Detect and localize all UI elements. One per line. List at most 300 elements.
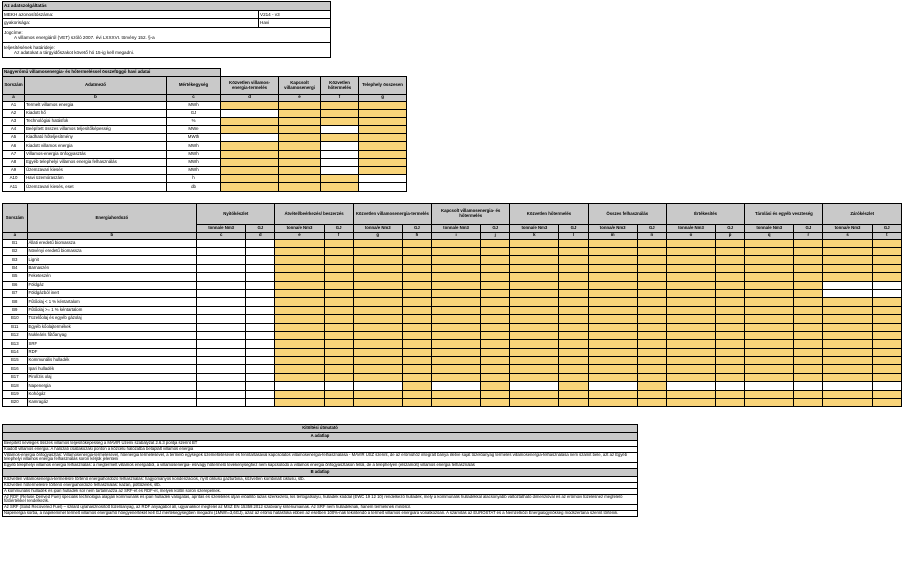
- input-cell[interactable]: [588, 273, 637, 281]
- input-cell[interactable]: [716, 340, 745, 348]
- input-cell[interactable]: [324, 348, 353, 356]
- input-cell[interactable]: [794, 348, 823, 356]
- input-cell[interactable]: [794, 306, 823, 314]
- input-cell[interactable]: [666, 365, 715, 373]
- input-cell[interactable]: [353, 281, 402, 289]
- input-cell[interactable]: [324, 273, 353, 281]
- input-cell[interactable]: [637, 239, 666, 247]
- input-cell[interactable]: [275, 306, 324, 314]
- input-cell[interactable]: [359, 126, 407, 134]
- input-cell[interactable]: [510, 357, 559, 365]
- input-cell[interactable]: [872, 390, 901, 398]
- input-cell[interactable]: [588, 331, 637, 339]
- input-cell[interactable]: [745, 357, 794, 365]
- input-cell[interactable]: [275, 323, 324, 331]
- input-cell[interactable]: [481, 399, 510, 407]
- input-cell[interactable]: [794, 340, 823, 348]
- input-cell[interactable]: [559, 323, 588, 331]
- input-cell[interactable]: [823, 273, 872, 281]
- input-cell[interactable]: [275, 315, 324, 323]
- input-cell[interactable]: [872, 399, 901, 407]
- input-cell[interactable]: [716, 281, 745, 289]
- input-cell[interactable]: [321, 175, 359, 183]
- input-cell[interactable]: [559, 373, 588, 381]
- input-cell[interactable]: [275, 256, 324, 264]
- input-cell[interactable]: [510, 315, 559, 323]
- input-cell[interactable]: [402, 239, 431, 247]
- input-cell[interactable]: [794, 273, 823, 281]
- input-cell[interactable]: [402, 247, 431, 255]
- input-cell[interactable]: [402, 340, 431, 348]
- input-cell[interactable]: [510, 340, 559, 348]
- input-cell[interactable]: [588, 399, 637, 407]
- input-cell[interactable]: [588, 373, 637, 381]
- input-cell[interactable]: [588, 306, 637, 314]
- input-cell[interactable]: [666, 239, 715, 247]
- input-cell[interactable]: [481, 365, 510, 373]
- input-cell[interactable]: [588, 256, 637, 264]
- input-cell[interactable]: [588, 281, 637, 289]
- input-cell[interactable]: [872, 348, 901, 356]
- input-cell[interactable]: [510, 247, 559, 255]
- input-cell[interactable]: [716, 348, 745, 356]
- input-cell[interactable]: [402, 382, 431, 390]
- input-cell[interactable]: [716, 264, 745, 272]
- input-cell[interactable]: [872, 331, 901, 339]
- input-cell[interactable]: [823, 315, 872, 323]
- input-cell[interactable]: [823, 331, 872, 339]
- input-cell[interactable]: [559, 264, 588, 272]
- input-cell[interactable]: [353, 264, 402, 272]
- input-cell[interactable]: [794, 331, 823, 339]
- input-cell[interactable]: [510, 306, 559, 314]
- input-cell[interactable]: [872, 298, 901, 306]
- input-cell[interactable]: [432, 357, 481, 365]
- input-cell[interactable]: [872, 273, 901, 281]
- input-cell[interactable]: [402, 348, 431, 356]
- input-cell[interactable]: [716, 247, 745, 255]
- input-cell[interactable]: [510, 289, 559, 297]
- input-cell[interactable]: [559, 298, 588, 306]
- input-cell[interactable]: [794, 239, 823, 247]
- input-cell[interactable]: [221, 101, 279, 109]
- input-cell[interactable]: [359, 134, 407, 142]
- input-cell[interactable]: [432, 298, 481, 306]
- input-cell[interactable]: [588, 298, 637, 306]
- input-cell[interactable]: [353, 357, 402, 365]
- input-cell[interactable]: [402, 399, 431, 407]
- input-cell[interactable]: [359, 158, 407, 166]
- input-cell[interactable]: [745, 365, 794, 373]
- input-cell[interactable]: [324, 306, 353, 314]
- input-cell[interactable]: [745, 298, 794, 306]
- input-cell[interactable]: [666, 306, 715, 314]
- input-cell[interactable]: [481, 306, 510, 314]
- input-cell[interactable]: [872, 264, 901, 272]
- input-cell[interactable]: [823, 365, 872, 373]
- input-cell[interactable]: [324, 315, 353, 323]
- input-cell[interactable]: [353, 306, 402, 314]
- input-cell[interactable]: [221, 183, 279, 191]
- input-cell[interactable]: [823, 256, 872, 264]
- input-cell[interactable]: [745, 315, 794, 323]
- input-cell[interactable]: [324, 357, 353, 365]
- input-cell[interactable]: [872, 239, 901, 247]
- input-cell[interactable]: [823, 399, 872, 407]
- input-cell[interactable]: [637, 348, 666, 356]
- input-cell[interactable]: [559, 281, 588, 289]
- input-cell[interactable]: [481, 264, 510, 272]
- input-cell[interactable]: [559, 247, 588, 255]
- input-cell[interactable]: [716, 315, 745, 323]
- input-cell[interactable]: [510, 298, 559, 306]
- input-cell[interactable]: [353, 323, 402, 331]
- input-cell[interactable]: [872, 256, 901, 264]
- input-cell[interactable]: [794, 357, 823, 365]
- input-cell[interactable]: [275, 264, 324, 272]
- input-cell[interactable]: [559, 331, 588, 339]
- input-cell[interactable]: [666, 315, 715, 323]
- input-cell[interactable]: [559, 340, 588, 348]
- input-cell[interactable]: [716, 239, 745, 247]
- input-cell[interactable]: [402, 331, 431, 339]
- input-cell[interactable]: [588, 323, 637, 331]
- input-cell[interactable]: [559, 357, 588, 365]
- input-cell[interactable]: [872, 365, 901, 373]
- input-cell[interactable]: [637, 273, 666, 281]
- input-cell[interactable]: [359, 101, 407, 109]
- input-cell[interactable]: [279, 183, 321, 191]
- input-cell[interactable]: [324, 289, 353, 297]
- input-cell[interactable]: [716, 273, 745, 281]
- input-cell[interactable]: [321, 134, 359, 142]
- input-cell[interactable]: [359, 117, 407, 125]
- input-cell[interactable]: [716, 306, 745, 314]
- input-cell[interactable]: [666, 348, 715, 356]
- input-cell[interactable]: [275, 348, 324, 356]
- input-cell[interactable]: [666, 390, 715, 398]
- input-cell[interactable]: [745, 399, 794, 407]
- input-cell[interactable]: [279, 158, 321, 166]
- input-cell[interactable]: [872, 340, 901, 348]
- input-cell[interactable]: [432, 247, 481, 255]
- input-cell[interactable]: [221, 167, 279, 175]
- input-cell[interactable]: [359, 109, 407, 117]
- input-cell[interactable]: [432, 289, 481, 297]
- input-cell[interactable]: [481, 281, 510, 289]
- input-cell[interactable]: [666, 399, 715, 407]
- input-cell[interactable]: [324, 298, 353, 306]
- input-cell[interactable]: [666, 298, 715, 306]
- input-cell[interactable]: [666, 331, 715, 339]
- input-cell[interactable]: [324, 256, 353, 264]
- input-cell[interactable]: [823, 373, 872, 381]
- input-cell[interactable]: [275, 331, 324, 339]
- input-cell[interactable]: [745, 289, 794, 297]
- input-cell[interactable]: [716, 399, 745, 407]
- input-cell[interactable]: [324, 323, 353, 331]
- input-cell[interactable]: [481, 239, 510, 247]
- input-cell[interactable]: [353, 239, 402, 247]
- input-cell[interactable]: [279, 109, 321, 117]
- input-cell[interactable]: [432, 239, 481, 247]
- input-cell[interactable]: [221, 158, 279, 166]
- input-cell[interactable]: [588, 315, 637, 323]
- input-cell[interactable]: [823, 306, 872, 314]
- input-cell[interactable]: [275, 390, 324, 398]
- input-cell[interactable]: [275, 289, 324, 297]
- input-cell[interactable]: [794, 281, 823, 289]
- input-cell[interactable]: [666, 357, 715, 365]
- input-cell[interactable]: [559, 399, 588, 407]
- input-cell[interactable]: [324, 281, 353, 289]
- input-cell[interactable]: [432, 348, 481, 356]
- input-cell[interactable]: [794, 315, 823, 323]
- input-cell[interactable]: [481, 298, 510, 306]
- input-cell[interactable]: [823, 340, 872, 348]
- input-cell[interactable]: [481, 348, 510, 356]
- input-cell[interactable]: [666, 247, 715, 255]
- input-cell[interactable]: [481, 357, 510, 365]
- input-cell[interactable]: [324, 331, 353, 339]
- input-cell[interactable]: [745, 373, 794, 381]
- input-cell[interactable]: [275, 273, 324, 281]
- input-cell[interactable]: [510, 365, 559, 373]
- input-cell[interactable]: [716, 289, 745, 297]
- input-cell[interactable]: [353, 340, 402, 348]
- input-cell[interactable]: [510, 390, 559, 398]
- input-cell[interactable]: [353, 331, 402, 339]
- input-cell[interactable]: [510, 264, 559, 272]
- input-cell[interactable]: [353, 373, 402, 381]
- input-cell[interactable]: [794, 399, 823, 407]
- input-cell[interactable]: [432, 365, 481, 373]
- input-cell[interactable]: [823, 264, 872, 272]
- input-cell[interactable]: [402, 273, 431, 281]
- input-cell[interactable]: [559, 315, 588, 323]
- input-cell[interactable]: [324, 340, 353, 348]
- input-cell[interactable]: [588, 365, 637, 373]
- input-cell[interactable]: [637, 390, 666, 398]
- input-cell[interactable]: [402, 281, 431, 289]
- input-cell[interactable]: [510, 399, 559, 407]
- input-cell[interactable]: [221, 150, 279, 158]
- input-cell[interactable]: [324, 365, 353, 373]
- input-cell[interactable]: [353, 348, 402, 356]
- input-cell[interactable]: [353, 399, 402, 407]
- input-cell[interactable]: [481, 273, 510, 281]
- input-cell[interactable]: [745, 273, 794, 281]
- input-cell[interactable]: [559, 382, 588, 390]
- input-cell[interactable]: [279, 101, 321, 109]
- input-cell[interactable]: [637, 298, 666, 306]
- input-cell[interactable]: [432, 315, 481, 323]
- input-cell[interactable]: [279, 134, 321, 142]
- input-cell[interactable]: [221, 142, 279, 150]
- input-cell[interactable]: [481, 382, 510, 390]
- input-cell[interactable]: [637, 365, 666, 373]
- input-cell[interactable]: [432, 273, 481, 281]
- input-cell[interactable]: [666, 323, 715, 331]
- input-cell[interactable]: [279, 150, 321, 158]
- input-cell[interactable]: [221, 126, 279, 134]
- input-cell[interactable]: [716, 365, 745, 373]
- input-cell[interactable]: [872, 315, 901, 323]
- input-cell[interactable]: [666, 340, 715, 348]
- input-cell[interactable]: [275, 281, 324, 289]
- input-cell[interactable]: [745, 256, 794, 264]
- input-cell[interactable]: [510, 273, 559, 281]
- input-cell[interactable]: [359, 142, 407, 150]
- input-cell[interactable]: [432, 390, 481, 398]
- input-cell[interactable]: [588, 289, 637, 297]
- input-cell[interactable]: [637, 331, 666, 339]
- input-cell[interactable]: [794, 323, 823, 331]
- input-cell[interactable]: [823, 323, 872, 331]
- input-cell[interactable]: [666, 256, 715, 264]
- input-cell[interactable]: [637, 281, 666, 289]
- input-cell[interactable]: [481, 247, 510, 255]
- input-cell[interactable]: [716, 331, 745, 339]
- input-cell[interactable]: [745, 306, 794, 314]
- input-cell[interactable]: [432, 264, 481, 272]
- input-cell[interactable]: [402, 373, 431, 381]
- input-cell[interactable]: [402, 264, 431, 272]
- input-cell[interactable]: [402, 357, 431, 365]
- input-cell[interactable]: [716, 390, 745, 398]
- input-cell[interactable]: [481, 315, 510, 323]
- input-cell[interactable]: [402, 315, 431, 323]
- input-cell[interactable]: [481, 331, 510, 339]
- input-cell[interactable]: [745, 247, 794, 255]
- input-cell[interactable]: [359, 150, 407, 158]
- input-cell[interactable]: [279, 175, 321, 183]
- input-cell[interactable]: [510, 348, 559, 356]
- input-cell[interactable]: [402, 256, 431, 264]
- input-cell[interactable]: [716, 357, 745, 365]
- input-cell[interactable]: [666, 289, 715, 297]
- input-cell[interactable]: [275, 247, 324, 255]
- input-cell[interactable]: [745, 281, 794, 289]
- input-cell[interactable]: [872, 247, 901, 255]
- input-cell[interactable]: [716, 298, 745, 306]
- input-cell[interactable]: [324, 247, 353, 255]
- input-cell[interactable]: [794, 365, 823, 373]
- input-cell[interactable]: [402, 298, 431, 306]
- input-cell[interactable]: [794, 298, 823, 306]
- input-cell[interactable]: [481, 256, 510, 264]
- input-cell[interactable]: [559, 348, 588, 356]
- input-cell[interactable]: [559, 289, 588, 297]
- input-cell[interactable]: [588, 239, 637, 247]
- input-cell[interactable]: [559, 273, 588, 281]
- input-cell[interactable]: [559, 306, 588, 314]
- input-cell[interactable]: [510, 323, 559, 331]
- input-cell[interactable]: [745, 239, 794, 247]
- input-cell[interactable]: [402, 390, 431, 398]
- input-cell[interactable]: [275, 340, 324, 348]
- input-cell[interactable]: [402, 289, 431, 297]
- input-cell[interactable]: [823, 247, 872, 255]
- input-cell[interactable]: [353, 298, 402, 306]
- input-cell[interactable]: [745, 390, 794, 398]
- input-cell[interactable]: [637, 382, 666, 390]
- input-cell[interactable]: [637, 306, 666, 314]
- input-cell[interactable]: [432, 373, 481, 381]
- input-cell[interactable]: [432, 340, 481, 348]
- input-cell[interactable]: [823, 348, 872, 356]
- input-cell[interactable]: [432, 399, 481, 407]
- input-cell[interactable]: [481, 289, 510, 297]
- input-cell[interactable]: [432, 306, 481, 314]
- input-cell[interactable]: [637, 357, 666, 365]
- input-cell[interactable]: [745, 264, 794, 272]
- input-cell[interactable]: [588, 264, 637, 272]
- input-cell[interactable]: [559, 365, 588, 373]
- input-cell[interactable]: [794, 264, 823, 272]
- input-cell[interactable]: [559, 256, 588, 264]
- input-cell[interactable]: [221, 175, 279, 183]
- input-cell[interactable]: [794, 247, 823, 255]
- input-cell[interactable]: [794, 289, 823, 297]
- input-cell[interactable]: [275, 373, 324, 381]
- input-cell[interactable]: [321, 101, 359, 109]
- input-cell[interactable]: [221, 117, 279, 125]
- input-cell[interactable]: [823, 239, 872, 247]
- input-cell[interactable]: [432, 331, 481, 339]
- input-cell[interactable]: [637, 264, 666, 272]
- input-cell[interactable]: [666, 264, 715, 272]
- input-cell[interactable]: [745, 331, 794, 339]
- input-cell[interactable]: [588, 340, 637, 348]
- input-cell[interactable]: [666, 273, 715, 281]
- input-cell[interactable]: [794, 256, 823, 264]
- input-cell[interactable]: [353, 273, 402, 281]
- input-cell[interactable]: [794, 390, 823, 398]
- input-cell[interactable]: [353, 365, 402, 373]
- input-cell[interactable]: [510, 256, 559, 264]
- input-cell[interactable]: [716, 373, 745, 381]
- input-cell[interactable]: [588, 348, 637, 356]
- input-cell[interactable]: [279, 142, 321, 150]
- input-cell[interactable]: [275, 357, 324, 365]
- input-cell[interactable]: [823, 390, 872, 398]
- input-cell[interactable]: [402, 323, 431, 331]
- input-cell[interactable]: [279, 126, 321, 134]
- input-cell[interactable]: [637, 315, 666, 323]
- input-cell[interactable]: [324, 239, 353, 247]
- input-cell[interactable]: [510, 239, 559, 247]
- input-cell[interactable]: [353, 315, 402, 323]
- input-cell[interactable]: [353, 256, 402, 264]
- input-cell[interactable]: [666, 373, 715, 381]
- input-cell[interactable]: [353, 247, 402, 255]
- input-cell[interactable]: [510, 281, 559, 289]
- input-cell[interactable]: [481, 373, 510, 381]
- input-cell[interactable]: [353, 289, 402, 297]
- input-cell[interactable]: [872, 357, 901, 365]
- input-cell[interactable]: [716, 256, 745, 264]
- input-cell[interactable]: [324, 373, 353, 381]
- input-cell[interactable]: [637, 340, 666, 348]
- input-cell[interactable]: [872, 323, 901, 331]
- input-cell[interactable]: [637, 289, 666, 297]
- input-cell[interactable]: [481, 340, 510, 348]
- input-cell[interactable]: [432, 256, 481, 264]
- input-cell[interactable]: [559, 239, 588, 247]
- input-cell[interactable]: [402, 306, 431, 314]
- input-cell[interactable]: [745, 348, 794, 356]
